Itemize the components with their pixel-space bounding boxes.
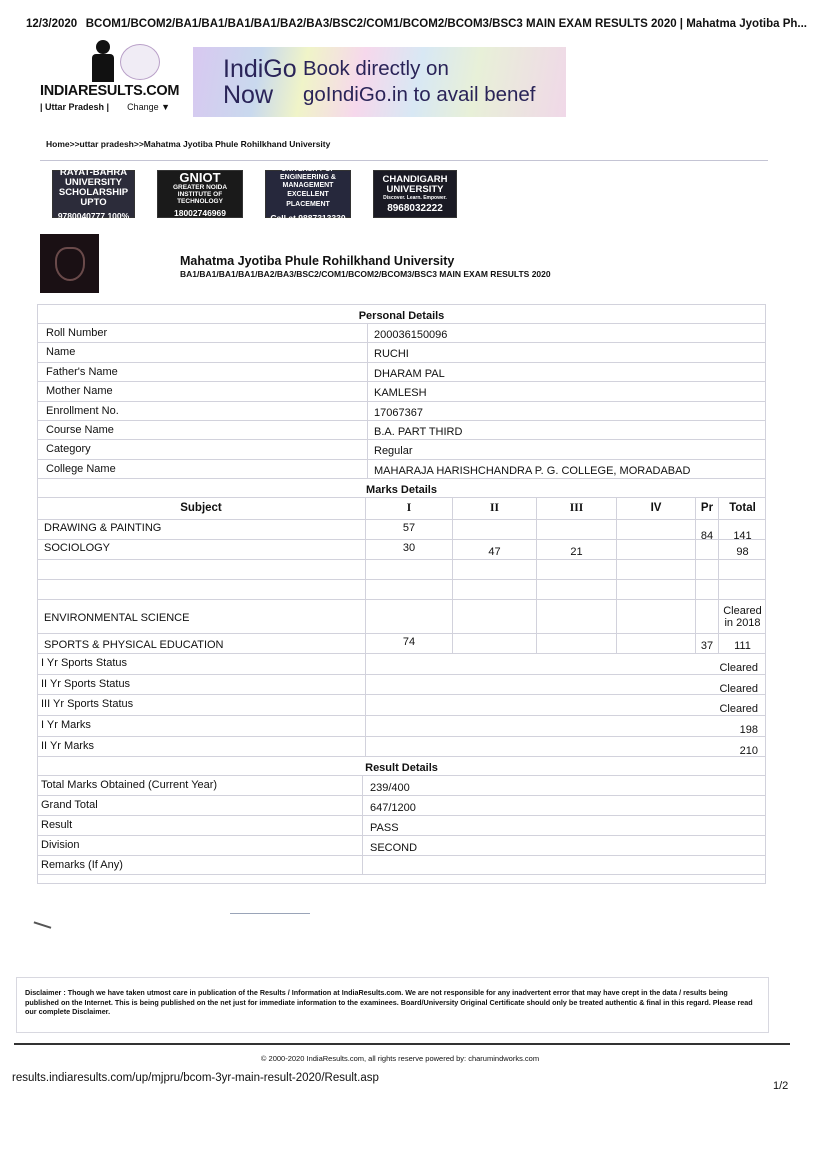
sponsor-phone: 8968032222 (387, 202, 443, 214)
row-value (362, 856, 766, 874)
marks-iii (536, 600, 616, 633)
subject-name: SPORTS & PHYSICAL EDUCATION (44, 639, 224, 652)
col-header-total: Total (718, 498, 766, 519)
result-details-title: Result Details (37, 756, 766, 775)
marks-pr (695, 560, 718, 579)
row-value: Regular (367, 440, 766, 458)
row-value: 17067367 (367, 402, 766, 420)
marks-iv (616, 600, 695, 633)
summary-label: II Yr Marks (41, 739, 94, 752)
divider (14, 1043, 790, 1045)
table-row (37, 694, 766, 715)
scan-mark (33, 921, 52, 931)
marks-pr (695, 600, 718, 633)
row-label: Enrollment No. (46, 404, 119, 417)
state-selector (40, 102, 190, 112)
marks-ii (452, 560, 536, 579)
divider (40, 160, 768, 161)
sponsor-tagline: SCHOLARSHIP UPTO (58, 186, 129, 208)
divider (230, 913, 310, 914)
marks-total: 141 (718, 520, 766, 539)
row-label: Roll Number (46, 327, 108, 339)
marks-iv (616, 560, 695, 579)
row-label: Course Name (46, 423, 114, 436)
row-label: Father's Name (46, 365, 118, 378)
ad-brand-line2: Now (223, 81, 274, 109)
col-header-iv: IV (616, 498, 695, 519)
table-row (37, 855, 766, 875)
ad-text-line2: goIndiGo.in to avail benef (303, 83, 536, 106)
summary-value: Cleared (365, 654, 766, 674)
row-value: 647/1200 (362, 796, 766, 815)
marks-ii (452, 580, 536, 599)
sponsor-gniot[interactable] (157, 170, 243, 218)
marks-details-title: Marks Details (37, 478, 766, 497)
marks-iv (616, 520, 695, 539)
row-label: Result (41, 819, 73, 832)
marks-ii (452, 634, 536, 653)
logo-text: INDIARESULTS.COM (40, 83, 180, 99)
marks-total: 98 (718, 540, 766, 559)
sponsor-tagline: Discover. Learn. Empower. (383, 194, 447, 201)
table-row (37, 362, 766, 381)
row-value: 239/400 (362, 776, 766, 795)
marks-total: 111 (718, 634, 766, 653)
summary-label: I Yr Sports Status (41, 657, 128, 670)
row-label: Name (46, 346, 76, 359)
table-row (37, 420, 766, 439)
print-date: 12/3/2020 (26, 18, 78, 30)
summary-label: III Yr Sports Status (41, 698, 134, 711)
personal-details-table (37, 323, 766, 478)
sponsor-name: RAYAT-BAHRA UNIVERSITY (59, 166, 128, 188)
marks-iv (616, 540, 695, 559)
subject-name: ENVIRONMENTAL SCIENCE (44, 612, 190, 625)
marks-i: 57 (365, 520, 452, 539)
row-label: Total Marks Obtained (Current Year) (41, 779, 218, 792)
row-value: SECOND (362, 836, 766, 855)
marks-pr (695, 540, 718, 559)
marks-total (718, 580, 766, 599)
table-row (37, 653, 766, 674)
marks-iii (536, 580, 616, 599)
marks-i (365, 560, 452, 579)
table-row (37, 323, 766, 342)
table-row (37, 835, 766, 855)
table-row (37, 715, 766, 736)
sponsor-uem[interactable] (265, 165, 351, 223)
marks-total (718, 560, 766, 579)
logo-person-icon (92, 40, 118, 84)
table-row (37, 559, 766, 579)
result-details-table (37, 775, 766, 875)
subject-name: SOCIOLOGY (44, 542, 111, 555)
marks-iii (536, 560, 616, 579)
table-row (37, 736, 766, 757)
print-footer-url: results.indiaresults.com/up/mjpru/bcom-3yr-main-result-2020/Result.asp (12, 1072, 379, 1084)
print-header (26, 18, 807, 30)
row-label: Grand Total (41, 799, 98, 812)
row-label: Division (41, 839, 80, 852)
ad-brand (193, 56, 303, 108)
ad-banner[interactable] (193, 47, 566, 117)
marks-pr: 84 (695, 520, 718, 539)
sponsor-phone: Call at 9887313330 (270, 212, 346, 223)
current-state: | Uttar Pradesh | (40, 102, 110, 112)
ad-brand-line1: IndiGo (223, 55, 297, 83)
state-map-icon (120, 44, 160, 80)
row-label: Mother Name (46, 385, 113, 398)
disclaimer[interactable]: Disclaimer : Though we have taken utmost care in publication of the Results / Information at IndiaResults.com. We are not responsible for any inadvertent error that may have crept in the data / results being published on the Internet. This is being published on the net just for immediate information to the examinees. Board/University Original Certificate should only be treated authentic & final in this regard. Please read our complete Disclaimer. (16, 977, 769, 1033)
personal-details-title: Personal Details (37, 304, 766, 323)
table-row (37, 459, 766, 478)
print-title: BCOM1/BCOM2/BA1/BA1/BA1/BA1/BA2/BA3/BSC2/COM1/BCOM2/BCOM3/BSC3 MAIN EXAM RESULTS 2020 | Mahatma Jyotiba Ph... (85, 18, 807, 30)
change-state-link[interactable]: Change ▼ (127, 102, 170, 112)
sponsor-phone: 18002746969 (173, 207, 226, 218)
table-row (37, 599, 766, 633)
sponsor-rayat-bahra[interactable] (52, 166, 135, 221)
print-page-number: 1/2 (773, 1080, 789, 1092)
table-row (37, 519, 766, 543)
exam-name: BA1/BA1/BA1/BA1/BA2/BA3/BSC2/COM1/BCOM2/BCOM3/BSC3 MAIN EXAM RESULTS 2020 (180, 269, 551, 279)
table-row (37, 633, 766, 653)
col-header-pr: Pr (695, 498, 718, 519)
breadcrumb[interactable]: Home>>uttar pradesh>>Mahatma Jyotiba Phule Rohilkhand University (46, 139, 331, 149)
site-logo[interactable] (40, 40, 180, 115)
table-row (37, 539, 766, 559)
sponsor-chandigarh-university[interactable] (373, 170, 457, 218)
subject-name-empty (37, 580, 365, 599)
row-value: RUCHI (367, 343, 766, 361)
table-row (37, 775, 766, 795)
table-row (37, 401, 766, 420)
table-row (37, 381, 766, 400)
marks-i (365, 600, 452, 633)
col-header-subject: Subject (180, 502, 222, 515)
marks-pr (695, 580, 718, 599)
sponsor-tagline: GREATER NOIDA INSTITUTE OF TECHNOLOGY (172, 183, 228, 205)
copyright[interactable]: © 2000-2020 IndiaResults.com, all rights reserve powered by: charumindworks.com (260, 1054, 540, 1063)
ad-text (303, 56, 566, 108)
summary-value: Cleared (365, 695, 766, 715)
sponsor-strip (52, 165, 479, 223)
table-row (37, 795, 766, 815)
col-header-ii: II (452, 498, 536, 519)
row-value: DHARAM PAL (367, 363, 766, 381)
table-row (37, 674, 766, 695)
col-header-i: I (365, 498, 452, 519)
subject-name (37, 560, 365, 579)
university-name: Mahatma Jyotiba Phule Rohilkhand University (180, 254, 455, 268)
summary-value: Cleared (365, 675, 766, 695)
marks-iii: 21 (536, 540, 616, 559)
row-label: Remarks (If Any) (41, 859, 123, 872)
row-label: College Name (46, 462, 116, 475)
marks-header-row (37, 497, 766, 519)
row-value: B.A. PART THIRD (367, 421, 766, 439)
summary-value: 198 (365, 716, 766, 736)
row-value: PASS (362, 816, 766, 835)
summary-label: II Yr Sports Status (41, 677, 131, 690)
sponsor-phone: 9780040777 100% (57, 210, 130, 221)
sponsor-name: GNIOT (179, 169, 221, 185)
marks-pr: 37 (695, 634, 718, 653)
marks-iv (616, 634, 695, 653)
table-row (37, 342, 766, 361)
row-value: MAHARAJA HARISHCHANDRA P. G. COLLEGE, MORADABAD (367, 460, 766, 478)
row-value: KAMLESH (367, 382, 766, 400)
sponsor-name: UNIVERSITY OF ENGINEERING & MANAGEMENT (279, 165, 336, 189)
marks-iv (616, 580, 695, 599)
table-row (37, 579, 766, 599)
university-crest-icon (40, 234, 99, 293)
marks-ii (452, 520, 536, 539)
marks-ii (452, 600, 536, 633)
marks-i: 30 (365, 540, 452, 559)
summary-value: 210 (365, 737, 766, 757)
marks-iii (536, 634, 616, 653)
row-label: Category (46, 443, 91, 456)
summary-label: I Yr Marks (41, 718, 91, 731)
sponsor-name: CHANDIGARH UNIVERSITY (382, 173, 448, 195)
marks-i (365, 580, 452, 599)
table-row (37, 439, 766, 458)
ad-text-line1: Book directly on (303, 57, 449, 80)
marks-total: Cleared in 2018 (718, 600, 766, 633)
col-header-iii: III (536, 498, 616, 519)
marks-table (37, 497, 766, 756)
subject-name: DRAWING & PAINTING (44, 522, 162, 535)
row-value: 200036150096 (367, 324, 766, 342)
table-row (37, 815, 766, 835)
marks-ii: 47 (452, 540, 536, 559)
marks-iii (536, 520, 616, 539)
marks-i: 74 (365, 634, 452, 653)
result-block (37, 304, 766, 875)
sponsor-tagline: EXCELLENT PLACEMENT (286, 190, 330, 208)
